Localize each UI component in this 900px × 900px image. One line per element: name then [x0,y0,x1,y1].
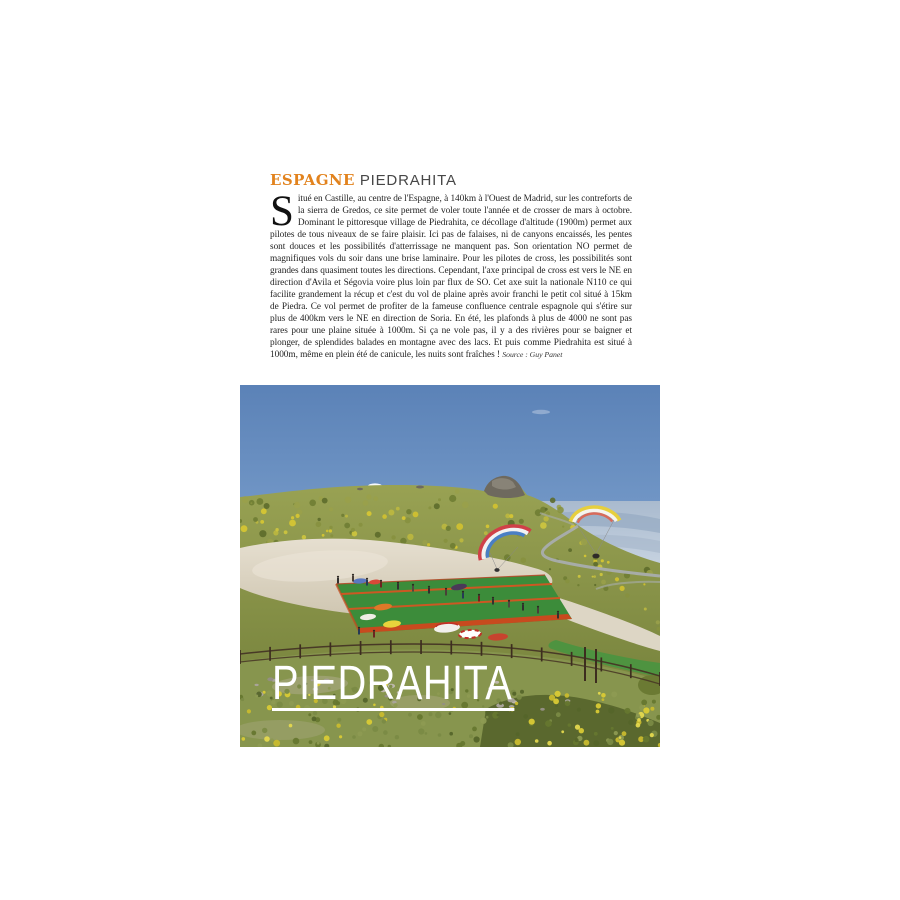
photo-overlay-title: PIEDRAHITA [272,660,515,711]
body-text: itué en Castille, au centre de l'Espagne, à 140km à l'Ouest de Madrid, sur les contreforts de la sierra de Gredos, ce site permet de voler toute l'année et de crosser de mars à octobre. Dominant le pittoresque village de Piedrahita, ce décollage d'altitude (1900m) permet aux pilotes de tous niveaux de se faire plaisir. Ici pas de falaises, ni de canyons encaissés, les pentes sont douces et les possibilités d'atterrissage ne manquent pas. Son orientation NO permet de magnifiques vols du soir dans une brise laminaire. Pour les pilotes de cross, les possibilités sont grandes dans quasiment toutes les directions. Cependant, l'axe principal de cross est vers le NE en direction d'Avila et Ségovia voire plus loin par flux de SO. Cet axe suit la nationale N110 ce qui facilite grandement la récup et c'est du vol de plaine après avoir franchi le petit col situé à 15km de Piedra. Ce vol permet de profiter de la fameuse confluence centrale espagnole qui s'étire sur plus de 400km vers le NE en direction de Soria. En été, les plafonds à plus de 4000 ne sont pas rares pour une plaine située à 1000m. Si ça ne vole pas, il y a des rivières pour se baigner et plonger, de splendides balades en montagne avec des lacs. Et puis comme Piedrahita est situé à 1000m, même en plein été de canicule, les nuits sont fraîches ! [270,194,632,360]
launch-site-photo [240,385,660,747]
page-title: PIEDRAHITA [359,172,457,189]
source-credit: Source : Guy Panet [502,350,563,359]
drop-cap: S [270,188,294,235]
article-paragraph [270,188,632,361]
article-header [270,171,457,190]
country-kicker: ESPAGNE [270,171,355,189]
